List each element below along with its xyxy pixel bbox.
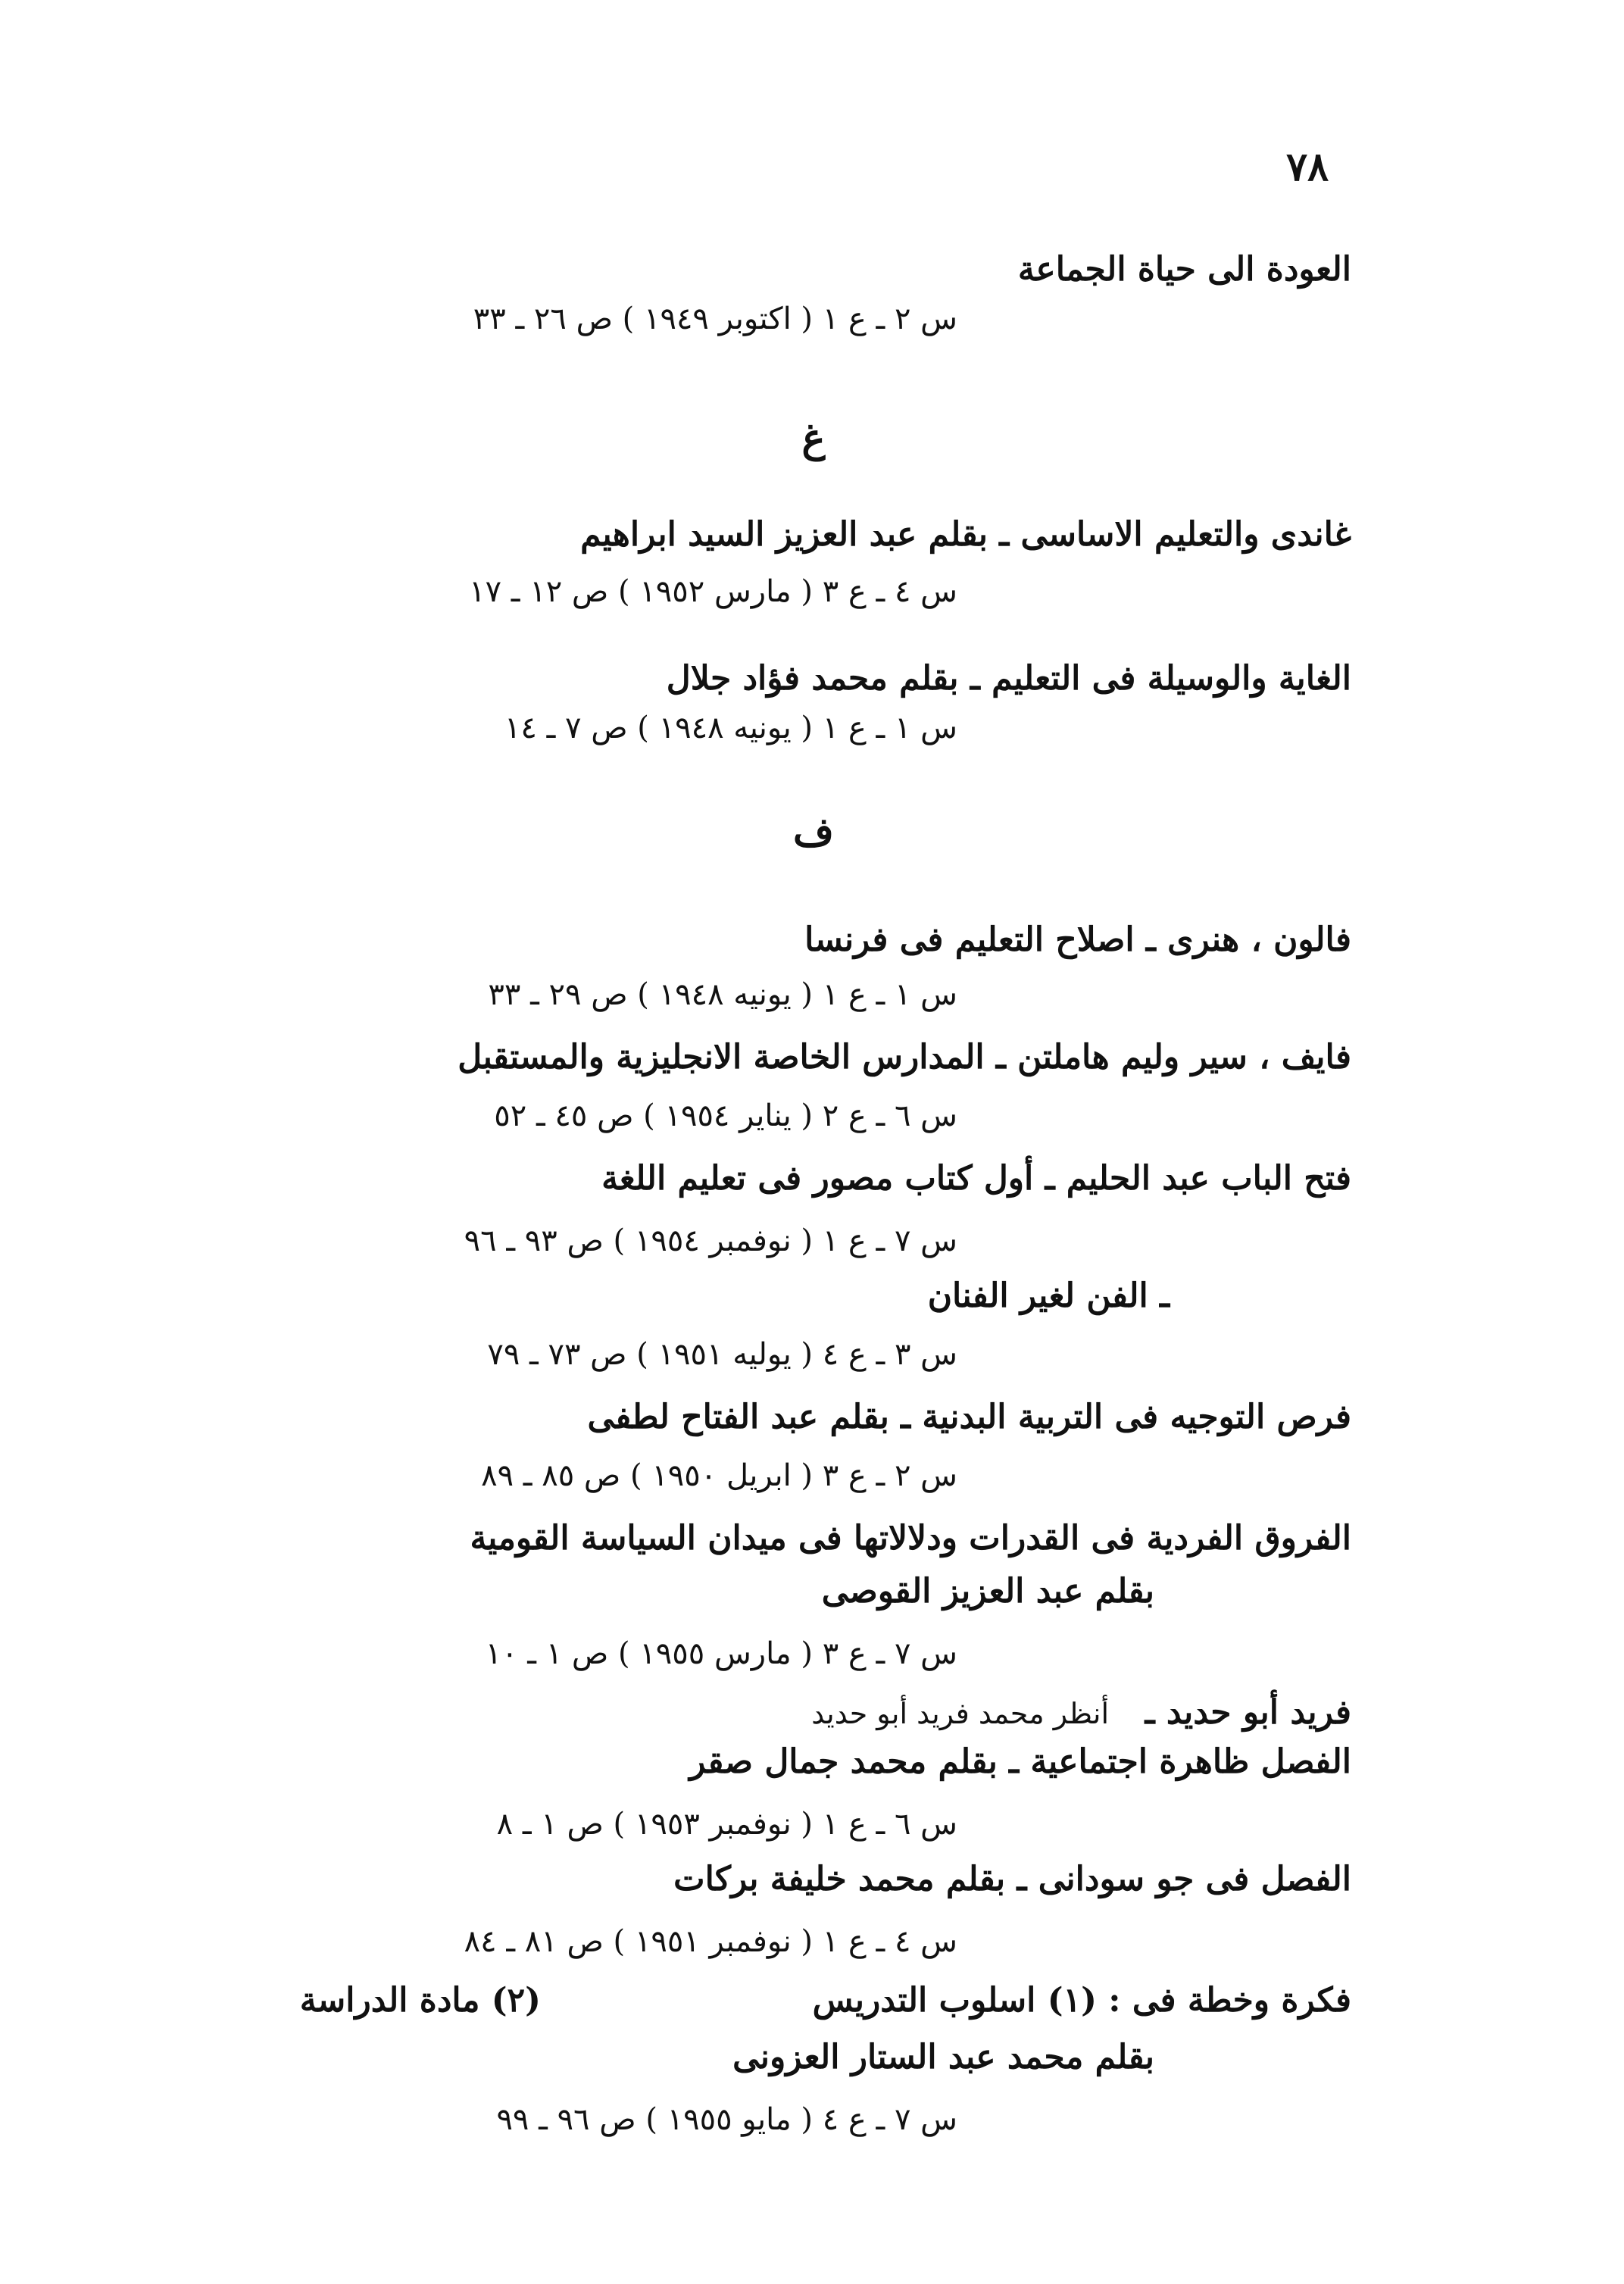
- entry-title: الفروق الفردية فى القدرات ودلالاتها فى ميدان السياسة القومية: [470, 1519, 1351, 1558]
- entry-title: فرص التوجيه فى التربية البدنية ـ بقلم عبد الفتاح لطفى: [587, 1398, 1351, 1436]
- page-number: ٧٨: [1286, 144, 1329, 190]
- entry-reference: س ١ ـ ع ١ ( يونيه ١٩٤٨ ) ص ٧ ـ ١٤: [504, 711, 957, 745]
- entry-title: فريد أبو حديد ـ: [1145, 1693, 1351, 1732]
- entry-reference: س ٧ ـ ع ١ ( نوفمبر ١٩٥٤ ) ص ٩٣ ـ ٩٦: [464, 1223, 957, 1258]
- entry-author: بقلم محمد عبد الستار العزونى: [732, 2038, 1154, 2076]
- entry-title: فتح الباب عبد الحليم ـ أول كتاب مصور فى تعليم اللغة: [601, 1159, 1351, 1198]
- entry-title: غاندى والتعليم الاساسى ـ بقلم عبد العزيز السيد ابراهيم: [580, 515, 1351, 554]
- entry-reference: س ١ ـ ع ١ ( يونيه ١٩٤٨ ) ص ٢٩ ـ ٣٣: [488, 977, 957, 1012]
- entry-title: فكرة وخطة فى : (١) اسلوب التدريس: [812, 1981, 1351, 2020]
- entry-reference: س ٧ ـ ع ٣ ( مارس ١٩٥٥ ) ص ١ ـ ١٠: [485, 1636, 957, 1671]
- entry-title: ـ الفن لغير الفنان: [927, 1276, 1170, 1315]
- entry-title: فايف ، سير وليم هاملتن ـ المدارس الخاصة الانجليزية والمستقبل: [458, 1038, 1351, 1076]
- entry-title: الفصل فى جو سودانى ـ بقلم محمد خليفة بركات: [673, 1860, 1351, 1898]
- entry-reference: س ٣ ـ ع ٤ ( يوليه ١٩٥١ ) ص ٧٣ ـ ٧٩: [487, 1337, 957, 1372]
- entry-title: الغاية والوسيلة فى التعليم ـ بقلم محمد فؤاد جلال: [666, 659, 1351, 698]
- entry-author: بقلم عبد العزيز القوصى: [821, 1572, 1154, 1611]
- cross-reference: أنظر محمد فريد أبو حديد: [811, 1697, 1109, 1730]
- section-letter: ف: [793, 809, 834, 855]
- entry-reference: س ٦ ـ ع ٢ ( يناير ١٩٥٤ ) ص ٤٥ ـ ٥٢: [494, 1098, 957, 1133]
- entry-title: الفصل ظاهرة اجتماعية ـ بقلم محمد جمال صقر: [689, 1742, 1351, 1781]
- entry-reference: س ٧ ـ ع ٤ ( مايو ١٩٥٥ ) ص ٩٦ ـ ٩٩: [496, 2102, 957, 2137]
- entry-title: فالون ، هنرى ـ اصلاح التعليم فى فرنسا: [804, 920, 1351, 959]
- entry-title: العودة الى حياة الجماعة: [1017, 250, 1351, 289]
- entry-reference: س ٤ ـ ع ١ ( نوفمبر ١٩٥١ ) ص ٨١ ـ ٨٤: [464, 1924, 957, 1959]
- entry-reference: س ٤ ـ ع ٣ ( مارس ١٩٥٢ ) ص ١٢ ـ ١٧: [469, 574, 957, 609]
- entry-title-part: (٢) مادة الدراسة: [299, 1981, 541, 2020]
- entry-reference: س ٢ ـ ع ١ ( اكتوبر ١٩٤٩ ) ص ٢٦ ـ ٣٣: [473, 302, 957, 336]
- entry-reference: س ٢ ـ ع ٣ ( ابريل ١٩٥٠ ) ص ٨٥ ـ ٨٩: [481, 1458, 957, 1493]
- section-letter: غ: [801, 415, 826, 461]
- entry-reference: س ٦ ـ ع ١ ( نوفمبر ١٩٥٣ ) ص ١ ـ ٨: [496, 1807, 957, 1842]
